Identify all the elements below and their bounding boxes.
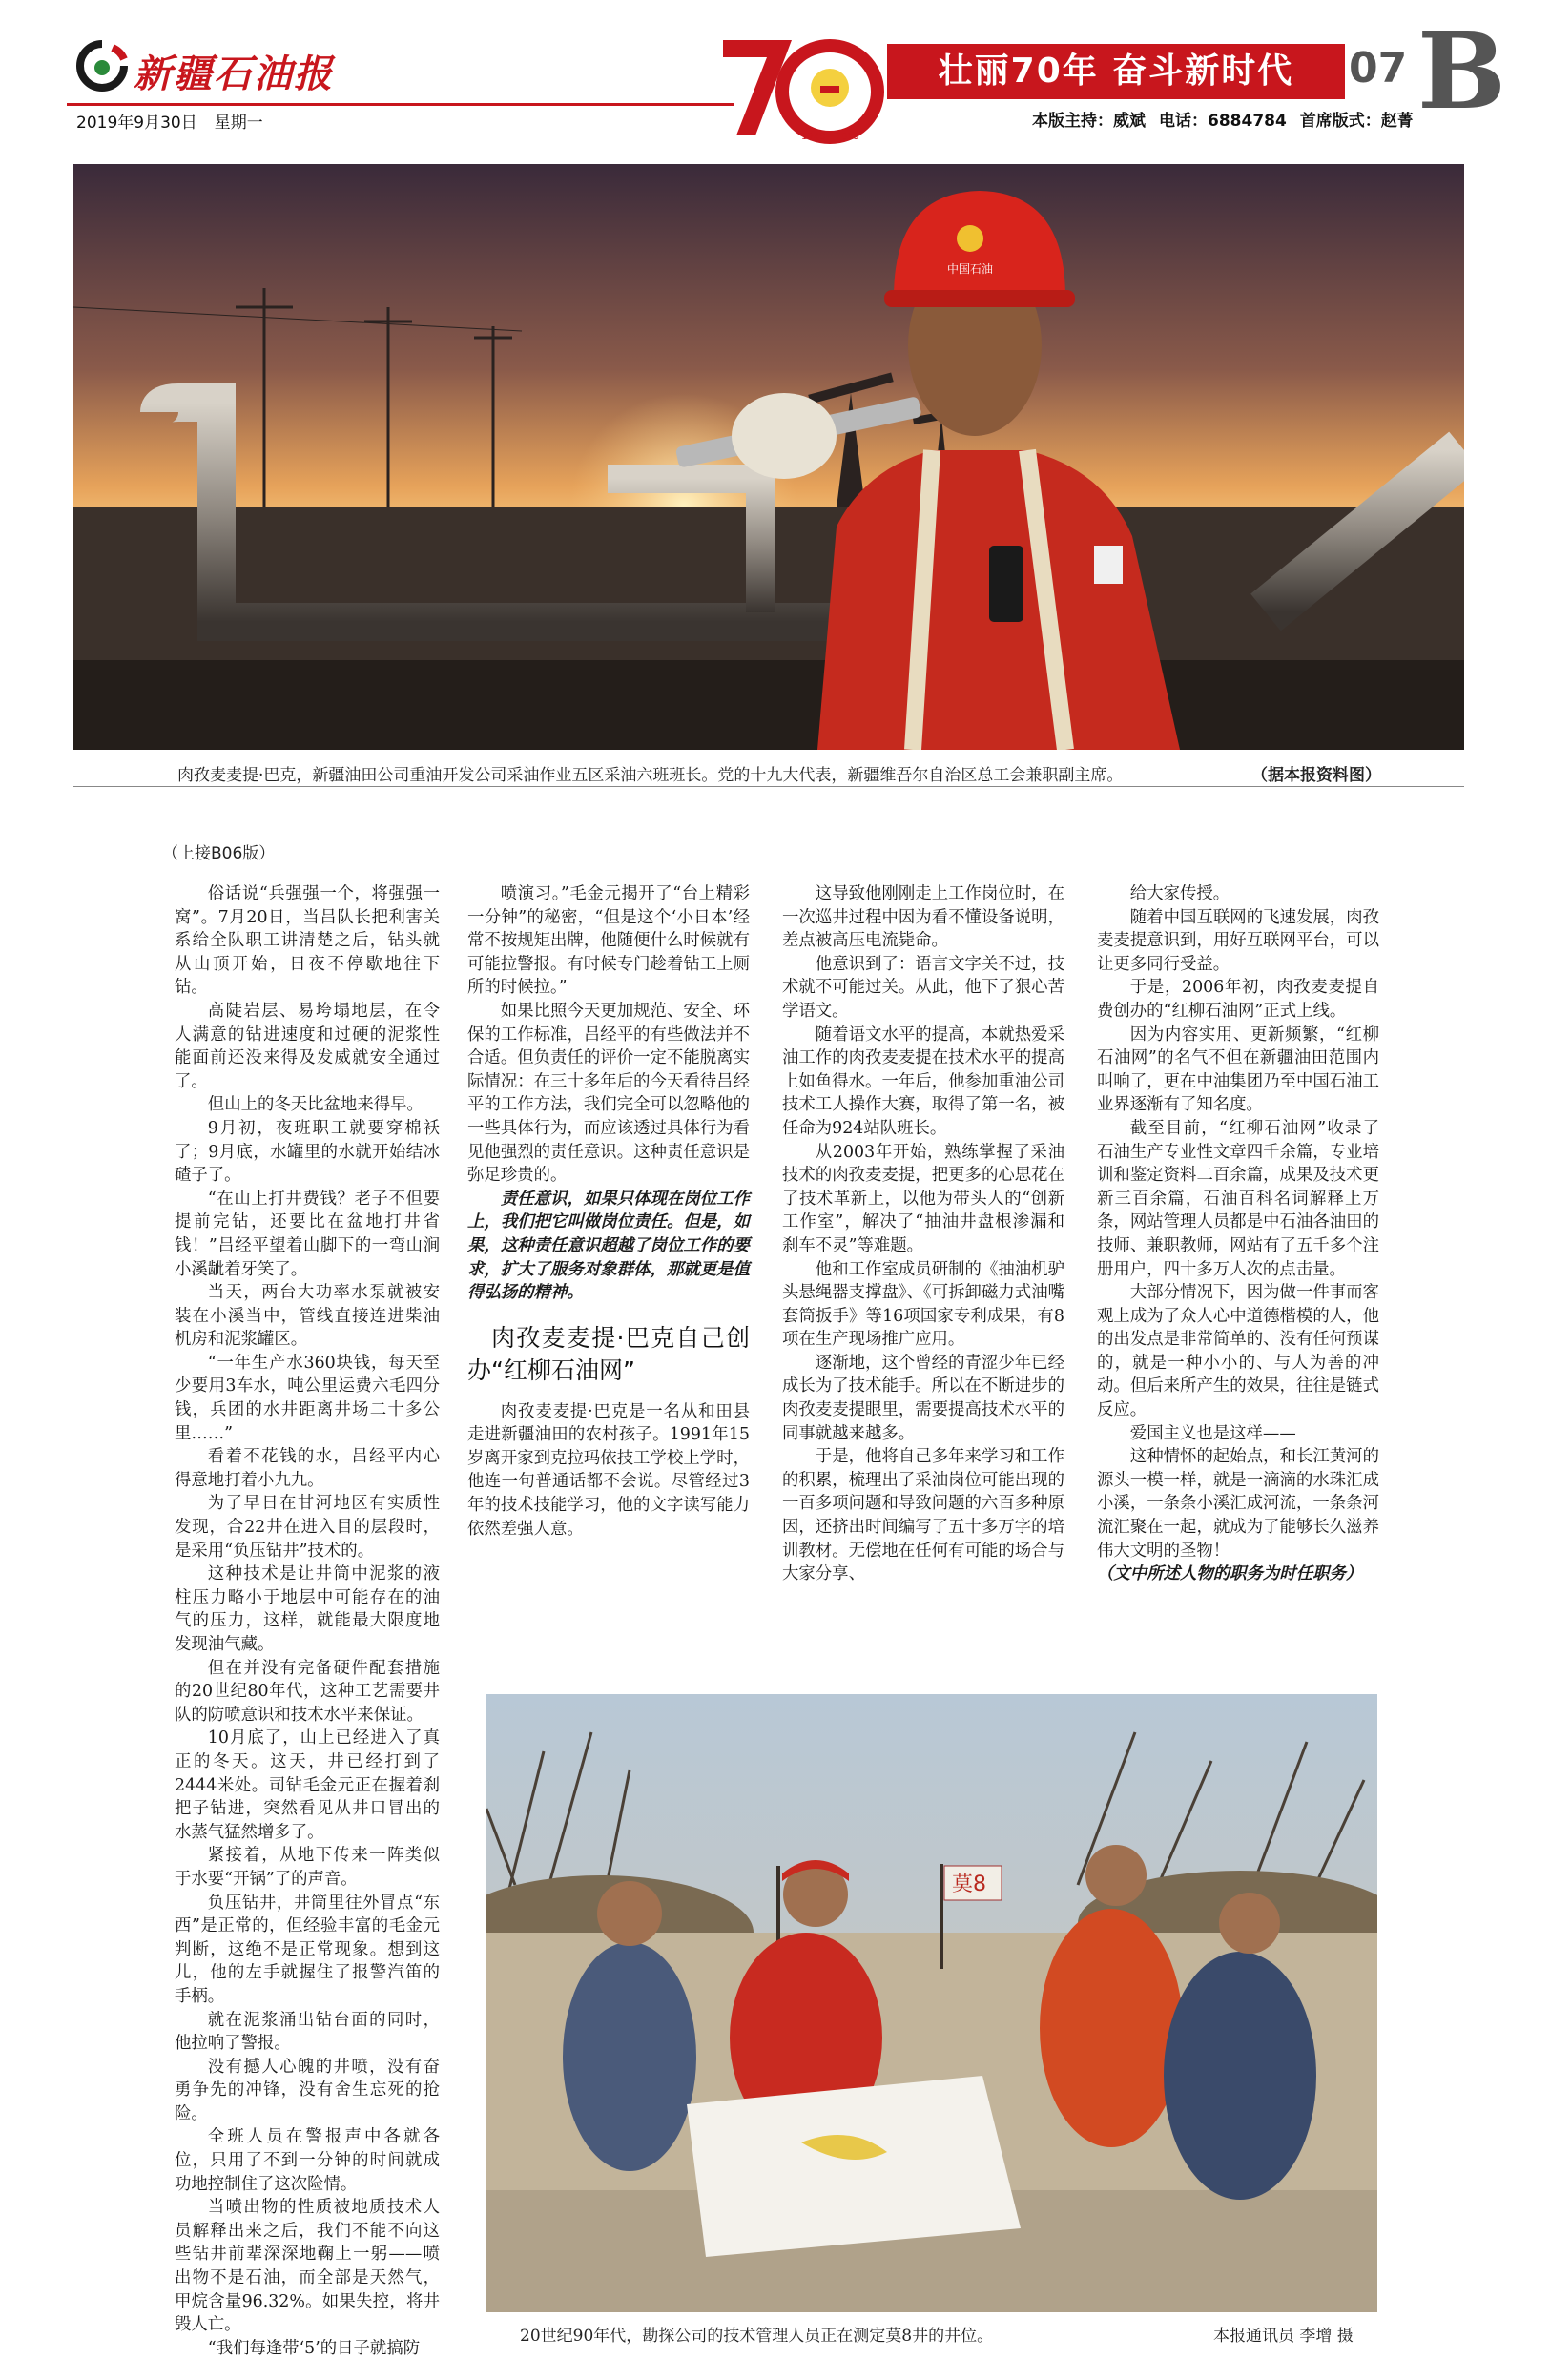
paragraph: 大部分情况下，因为做一件事而客观上成为了众人心中道德楷模的人，他的出发点是非常简单的、没有任何预谋的，就是一种小小的、与人为善的冲动。但后来所产生的效果，往往是链式反应。 [1097,1283,1379,1420]
paragraph: 如果比照今天更加规范、安全、环保的工作标准，吕经平的有些做法并不合适。但负责任的评价一定不能脱离实际情况：在三十多年后的今天看待吕经平的工作方法，我们完全可以忽略他的一些具体行为，而应该透过具体行为看见他强烈的责任意识。这种责任意识是弥足珍贵的。 [467,1001,750,1186]
paragraph: 他意识到了：语言文字关不过，技术就不可能过关。从此，他下了狠心苦学语文。 [782,954,1064,1021]
paragraph: 这种技术是让井筒中泥浆的液柱压力略小于地层中可能存在的油气的压力，这样，就能最大限度地发现油气藏。 [175,1564,440,1654]
helmet-text: 中国石油 [947,262,994,276]
paragraph: “在山上打井费钱？老子不但要提前完钻，还要比在盆地打井省钱！”吕经平望着山脚下的一弯山涧小溪龇着牙笑了。 [175,1189,440,1279]
well-sign-text: 莫8 [952,1873,986,1896]
section-banner: 壮丽70年 奋斗新时代 [887,44,1345,99]
top-photo-caption: 肉孜麦麦提·巴克，新疆油田公司重油开发公司采油作业五区采油六班班长。党的十九大代表，新疆维吾尔自治区总工会兼职副主席。 [177,766,1124,785]
paragraph: 截至目前，“红柳石油网”收录了石油生产专业性文章四千余篇，专业培训和鉴定资料二百余篇，成果及技术更新三百余篇，石油百科名词解释上万条，网站管理人员都是中石油各油田的技师、兼职教师，网站有了五千多个注册用户，四十多万人次的点击量。 [1097,1118,1379,1279]
paragraph: 这种情怀的起始点，和长江黄河的源头一模一样，就是一滴滴的水珠汇成小溪，一条条小溪汇成河流，一条条河流汇聚在一起，就成为了能够长久滋养伟大文明的圣物！ [1097,1447,1379,1561]
paragraph: 但山上的冬天比盆地来得早。 [207,1095,424,1115]
newspaper-name: 新疆石油报 [134,52,334,96]
paragraph: 逐渐地，这个曾经的青涩少年已经成长为了技术能手。所以在不断进步的肉孜麦麦提眼里，需要提高技术水平的同事就越来越多。 [782,1353,1064,1443]
paragraph: 全班人员在警报声中各就各位，只用了不到一分钟的时间就成功地控制住了这次险情。 [175,2127,440,2194]
paragraph: 爱国主义也是这样—— [1129,1423,1296,1443]
paragraph: 但在并没有完备硬件配套措施的20世纪80年代，这种工艺需要井队的防喷意识和技术水平来保证。 [175,1658,440,1725]
paragraph: 随着语文水平的提高，本就热爱采油工作的肉孜麦麦提在技术水平的提高上如鱼得水。一年后，他参加重油公司技术工人操作大赛，取得了第一名，被任命为924站队班长。 [782,1024,1064,1138]
article-column-4 [1097,882,1379,1586]
paragraph: 给大家传授。 [1129,884,1230,903]
paragraph: 从2003年开始，熟练掌握了采油技术的肉孜麦麦提，把更多的心思花在了技术革新上，以他为带头人的“创新工作室”，解决了“抽油井盘根渗漏和刹车不灵”等难题。 [782,1142,1064,1255]
anniversary-years: 1949—2019 [801,132,859,142]
continued-from-label: （上接B06版） [162,844,276,863]
paragraph: 于是，2006年初，肉孜麦麦提自费创办的“红柳石油网”正式上线。 [1097,978,1379,1021]
design-text: 首席版式：赵菁 [1299,112,1414,131]
editor-credits [1032,107,1427,131]
issue-date [76,109,280,133]
page-section-letter: B [1417,10,1506,133]
paragraph: 这导致他刚刚走上工作岗位时，在一次巡井过程中因为看不懂设备说明，差点被高压电流毙命。 [782,884,1064,951]
bottom-photo-credit: 本报通讯员 李增 摄 [1213,2327,1354,2346]
date-text: 2019年9月30日 [76,114,197,133]
paragraph: “我们每逢带‘5’的日子就搞防 [207,2338,421,2358]
paragraph: 没有撼人心魄的井喷，没有奋勇争先的冲锋，没有舍生忘死的抢险。 [175,2057,440,2123]
masthead-rule [67,103,734,106]
page-number: 07 [1349,44,1408,93]
paragraph: 喷演习。”毛金元揭开了“台上精彩一分钟”的秘密，“但是这个‘小日本’经常不按规矩出牌，他随便什么时候就有可能拉警报。有时候专门趁着钻工上厕所的时候拉。” [467,884,750,998]
pull-quote: 责任意识，如果只体现在岗位工作上，我们把它叫做岗位责任。但是，如果，这种责任意识超越了岗位工作的要求，扩大了服务对象群体，那就更是值得弘扬的精神。 [467,1189,750,1303]
paragraph: 9月初，夜班职工就要穿棉袄了；9月底，水罐里的水就开始结冰碴子了。 [175,1118,440,1186]
paragraph: 为了早日在甘河地区有实质性发现，合22井在进入目的层段时，是采用“负压钻井”技术的。 [175,1494,440,1561]
phone-text: 电话：6884784 [1159,112,1287,131]
paragraph: 当喷出物的性质被地质技术人员解释出来之后，我们不能不向这些钻井前辈深深地鞠上一躬——喷出物不是石油，而全部是天然气，甲烷含量96.32%。如果失控，将井毁人亡。 [175,2198,440,2335]
article-footnote: （文中所述人物的职务为时任职务） [1097,1564,1363,1584]
top-photo-credit: （据本报资料图） [1251,766,1381,785]
paragraph: 俗话说“兵强强一个，将强强一窝”。7月20日，当吕队长把利害关系给全队职工讲清楚之后，钻头就从山顶开始，日夜不停歇地往下钻。 [175,884,440,998]
paragraph: “一年生产水360块钱，每天至少要用3车水，吨公里运费六毛四分钱，兵团的水井距离井场二十多公里……” [175,1353,440,1443]
caption-divider [73,786,1464,787]
paragraph: 看着不花钱的水，吕经平内心得意地打着小九九。 [175,1447,440,1490]
weekday-text: 星期一 [214,114,263,133]
paragraph: 于是，他将自己多年来学习和工作的积累，梳理出了采油岗位可能出现的一百多项问题和导致问题的六百多种原因，还挤出时间编写了五十多万字的培训教材。无偿地在任何有可能的场合与大家分享、 [782,1447,1064,1584]
article-column-2 [467,882,750,1541]
top-photo-oil-worker [73,164,1464,750]
newspaper-logo-icon [74,38,130,93]
paragraph: 紧接着，从地下传来一阵类似于水要“开锅”了的声音。 [175,1846,440,1889]
paragraph: 他和工作室成员研制的《抽油机驴头悬绳器支撑盘》、《可拆卸磁力式油嘴套筒扳手》等16项国家专利成果，有8项在生产现场推广应用。 [782,1259,1064,1350]
paragraph: 肉孜麦麦提·巴克是一名从和田县走进新疆油田的农村孩子。1991年15岁离开家到克拉玛依技工学校上学时，他连一句普通话都不会说。尽管经过3年的技术技能学习，他的文字读写能力依然差强人意。 [467,1401,750,1539]
article-column-1 [175,882,440,2360]
bottom-photo-caption: 20世纪90年代，勘探公司的技术管理人员正在测定莫8井的井位。 [520,2327,994,2346]
anniversary-70-emblem [717,32,889,145]
article-column-3 [782,882,1064,1586]
article-subhead: 肉孜麦麦提·巴克自己创办“红柳石油网” [467,1323,750,1384]
paragraph: 因为内容实用、更新频繁，“红柳石油网”的名气不但在新疆油田范围内叫响了，更在中油集团乃至中国石油工业界逐渐有了知名度。 [1097,1024,1379,1115]
paragraph: 高陡岩层、易垮塌地层，在令人满意的钻进速度和过硬的泥浆性能面前还没来得及发威就安全通过了。 [175,1001,440,1091]
editor-text: 本版主持：威斌 [1032,112,1146,131]
paragraph: 10月底了，山上已经进入了真正的冬天。这天，井已经打到了2444米处。司钻毛金元正在握着刹把子钻进，突然看见从井口冒出的水蒸气猛然增多了。 [175,1728,440,1842]
paragraph: 当天，两台大功率水泵就被安装在小溪当中，管线直接连进柴油机房和泥浆罐区。 [175,1283,440,1350]
paragraph: 随着中国互联网的飞速发展，肉孜麦麦提意识到，用好互联网平台，可以让更多同行受益。 [1097,907,1379,974]
paragraph: 负压钻井，井筒里往外冒点“东西”是正常的，但经验丰富的毛金元判断，这绝不是正常现象。想到这儿，他的左手就握住了报警汽笛的手柄。 [175,1893,440,2006]
bottom-photo-survey-team [486,1694,1377,2312]
paragraph: 就在泥浆涌出钻台面的同时，他拉响了警报。 [175,2010,440,2054]
